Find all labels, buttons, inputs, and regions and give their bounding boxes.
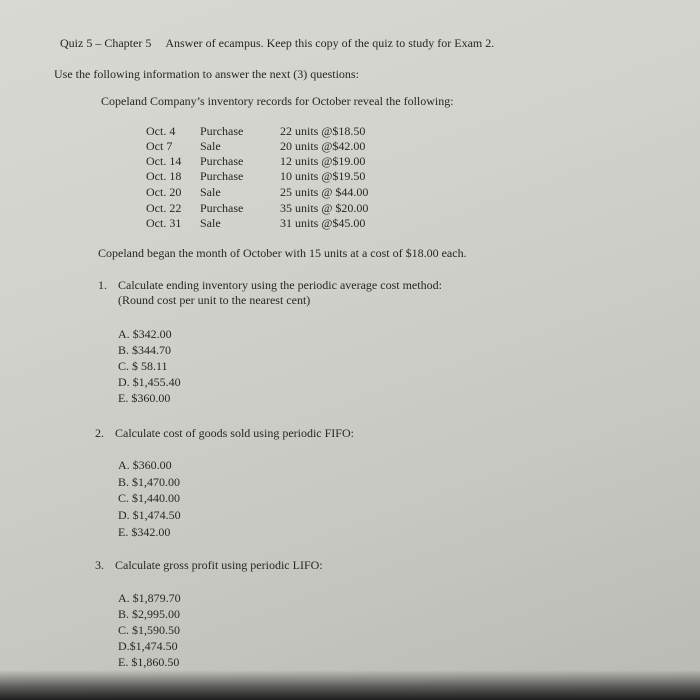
answer-option: A. $1,879.70 — [118, 591, 181, 605]
beginning-inventory-note: Copeland began the month of October with 15 units at a cost of $18.00 each. — [98, 246, 467, 260]
inventory-type: Purchase — [200, 169, 244, 183]
question-text: Calculate cost of goods sold using periodic FIFO: — [115, 426, 354, 440]
quiz-note: Answer of ecampus. Keep this copy of the quiz to study for Exam 2. — [165, 36, 495, 50]
question-text: Calculate gross profit using periodic LIFO: — [115, 558, 323, 572]
inventory-type: Sale — [200, 216, 221, 230]
answer-option: D.$1,474.50 — [118, 639, 178, 653]
inventory-detail: 12 units @$19.00 — [280, 154, 366, 168]
inventory-detail: 31 units @$45.00 — [280, 216, 366, 230]
inventory-type: Purchase — [200, 154, 244, 168]
inventory-date: Oct. 14 — [146, 154, 182, 168]
inventory-detail: 20 units @$42.00 — [280, 139, 366, 153]
answer-option: D. $1,474.50 — [118, 508, 181, 522]
inventory-type: Sale — [200, 185, 221, 199]
inventory-date: Oct. 18 — [146, 169, 182, 183]
answer-option: E. $342.00 — [118, 525, 171, 539]
answer-option: E. $1,860.50 — [118, 655, 180, 669]
answer-option: B. $344.70 — [118, 343, 172, 357]
company-description: Copeland Company’s inventory records for October reveal the following: — [101, 94, 454, 108]
question-text: Calculate ending inventory using the periodic average cost method: — [118, 278, 442, 292]
inventory-detail: 10 units @$19.50 — [280, 169, 366, 183]
inventory-date: Oct. 4 — [146, 124, 176, 138]
question-subtext: (Round cost per unit to the nearest cent) — [118, 293, 311, 307]
inventory-type: Sale — [200, 139, 221, 153]
quiz-label: Quiz 5 – Chapter 5 — [60, 36, 152, 50]
question-number: 2. — [95, 426, 104, 440]
inventory-date: Oct. 31 — [146, 216, 182, 230]
question-number: 1. — [98, 278, 107, 292]
inventory-detail: 35 units @ $20.00 — [280, 201, 369, 215]
inventory-date: Oct. 22 — [146, 201, 182, 215]
instructions: Use the following information to answer the next (3) questions: — [54, 67, 359, 81]
question-number: 3. — [95, 558, 104, 572]
answer-option: D. $1,455.40 — [118, 375, 181, 389]
inventory-date: Oct 7 — [146, 139, 173, 153]
inventory-detail: 22 units @$18.50 — [280, 124, 366, 138]
answer-option: E. $360.00 — [118, 391, 171, 405]
desk-edge-shadow — [0, 670, 700, 700]
inventory-detail: 25 units @ $44.00 — [280, 185, 369, 199]
answer-option: C. $ 58.11 — [118, 359, 168, 373]
inventory-type: Purchase — [200, 124, 244, 138]
inventory-date: Oct. 20 — [146, 185, 182, 199]
answer-option: B. $2,995.00 — [118, 607, 181, 621]
answer-option: A. $342.00 — [118, 327, 172, 341]
quiz-header — [60, 35, 494, 51]
answer-option: C. $1,590.50 — [118, 623, 181, 637]
inventory-type: Purchase — [200, 201, 244, 215]
answer-option: C. $1,440.00 — [118, 491, 181, 505]
answer-option: A. $360.00 — [118, 458, 172, 472]
answer-option: B. $1,470.00 — [118, 475, 181, 489]
